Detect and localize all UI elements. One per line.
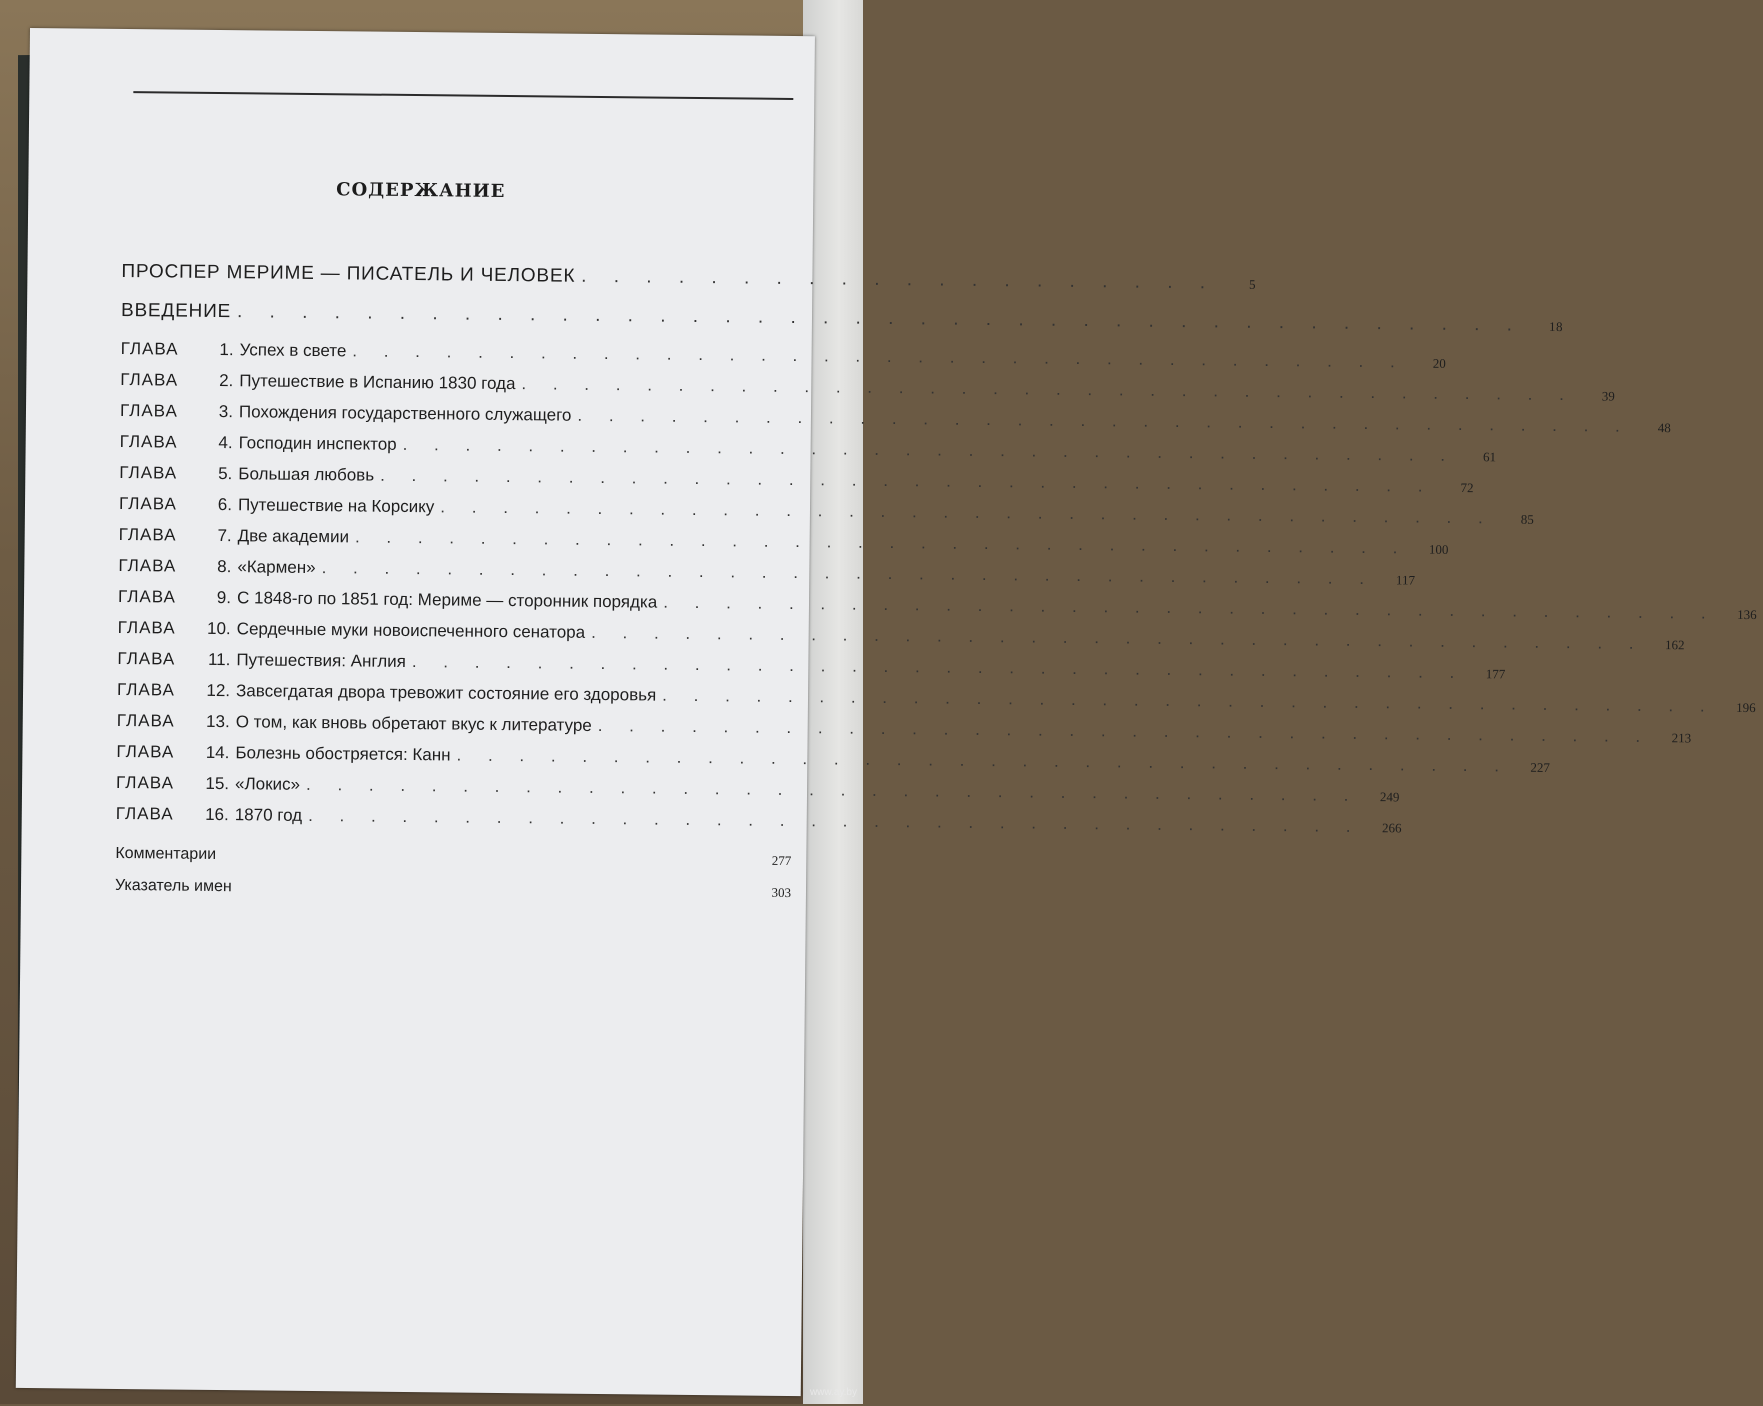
toc-leader-dots: . . . . . . . . . . . . . . . . . . . . . . . . . . . . . . . . . . — [411, 652, 1466, 683]
toc-page-number: 249 — [1379, 789, 1400, 805]
toc-page-number: 303 — [771, 884, 792, 901]
chapter-title: Болезнь обостряется: Канн — [235, 743, 451, 765]
chapter-prefix: ГЛАВА — [118, 493, 177, 514]
toc-page-number: 227 — [1530, 759, 1551, 775]
toc-page-number: 177 — [1485, 666, 1506, 682]
toc-leader-dots: . . . . . . . . . . . . . . . . . . . . . . . . . . . . . . . . . . — [440, 497, 1494, 528]
toc-page-number: 5 — [1248, 276, 1257, 292]
chapter-title: Успех в свете — [239, 340, 347, 361]
chapter-number: 13. — [206, 711, 230, 732]
toc-page-number: 100 — [1428, 541, 1449, 557]
chapter-prefix: ГЛАВА — [119, 400, 178, 421]
chapter-number: 8. — [217, 556, 232, 577]
toc-page-number: 213 — [1671, 730, 1692, 746]
chapter-title: Похождения государственного служащего — [238, 402, 572, 425]
chapter-number: 1. — [219, 340, 234, 360]
toc-entry-label: ВВЕДЕНИЕ — [120, 299, 232, 323]
toc-entry-label — [117, 680, 656, 706]
table-of-contents — [114, 260, 1757, 916]
chapter-prefix: ГЛАВА — [115, 803, 174, 824]
chapter-prefix: ГЛАВА — [119, 431, 178, 452]
chapter-title: Завсегдатая двора тревожит состояние его здоровья — [235, 681, 657, 705]
chapter-number: 4. — [218, 432, 233, 453]
chapter-title: Путешествия: Англия — [236, 650, 407, 671]
chapter-prefix: ГЛАВА — [116, 772, 175, 793]
toc-leader-dots: . . . . . . . . . . . . . . . . . . . . . . . . . . . . . . . . . . — [456, 745, 1511, 776]
toc-leader-dots: . . . . . . . . . . . . . . . . . . . . . . . . . . . . . . . . . . — [402, 434, 1457, 465]
toc-leader-dots: . . . . . . . . . . . . . . . . . . . . . . . . . . . . . . . . . . — [577, 405, 1631, 436]
chapter-prefix: ГЛАВА — [117, 586, 177, 607]
toc-entry-label — [119, 525, 350, 547]
chapter-prefix: ГЛАВА — [119, 462, 178, 483]
chapter-title: Две академии — [237, 526, 350, 547]
chapter-title: «Локис» — [234, 774, 301, 794]
toc-entry-label: Комментарии — [115, 844, 217, 863]
chapter-title: О том, как вновь обретают вкус к литературе — [235, 712, 592, 735]
toc-page-number: 162 — [1664, 637, 1685, 653]
toc-entry-label — [116, 773, 300, 795]
chapter-title: 1870 год — [234, 805, 303, 825]
chapter-title: С 1848-го по 1851 год: Мериме — сторонник порядка — [236, 588, 658, 612]
toc-entry-label — [121, 339, 347, 361]
chapter-list — [115, 338, 1757, 842]
chapter-number: 11. — [207, 649, 231, 670]
toc-leader-dots: . . . . . . . . . . . . . . . . . . . . . . . . . . . . . . . . . . — [321, 558, 1376, 589]
toc-leader-dots: . . . . . . . . . . . . . . . . . . . . . . . . . . . . . . . . . . — [352, 341, 1406, 372]
chapter-number: 14. — [205, 742, 230, 763]
toc-leader-dots: . . . . . . . . . . . . . . . . . . . . . . . . . . . . . . . . . . — [663, 592, 1717, 623]
chapter-number: 10. — [206, 618, 231, 639]
chapter-prefix: ГЛАВА — [118, 555, 177, 576]
toc-page-number: 196 — [1736, 699, 1756, 716]
toc-entry-label — [120, 432, 397, 455]
chapter-title: Сердечные муки новоиспеченного сенатора — [236, 619, 586, 642]
toc-page-number: 85 — [1520, 511, 1534, 527]
toc-page-number: 20 — [1432, 355, 1446, 371]
chapter-number: 5. — [218, 463, 233, 484]
chapter-number: 7. — [217, 525, 232, 546]
chapter-prefix: ГЛАВА — [120, 369, 179, 390]
toc-leader-dots: . . . . . . . . . . . . . . . . . . . . . . . . . . . . . . . . . . — [305, 774, 1360, 805]
toc-page-number: 48 — [1657, 420, 1671, 436]
toc-entry-label — [119, 494, 435, 517]
toc-page-number: 72 — [1460, 480, 1474, 496]
toc-entry-index — [115, 877, 791, 916]
chapter-number: 16. — [205, 804, 229, 825]
chapter-prefix: ГЛАВА — [120, 338, 179, 359]
toc-entry-label — [117, 649, 406, 672]
toc-entry-label — [118, 618, 586, 643]
chapter-title: Большая любовь — [238, 464, 375, 485]
toc-entry-label — [120, 370, 515, 394]
toc-entry-label — [118, 556, 315, 578]
chapter-number: 15. — [205, 773, 230, 794]
watermark: www.ay.by — [809, 1387, 857, 1398]
toc-page-number: 61 — [1482, 449, 1497, 465]
toc-page-number: 117 — [1395, 572, 1416, 588]
top-rule — [133, 91, 793, 100]
toc-entry-label — [118, 587, 657, 613]
toc-leader-dots: . . . . . . . . . . . . . . . . . . . . . . . . . . . . . . . . . . — [662, 685, 1716, 716]
toc-leader-dots: . . . . . . . . . . . . . . . . . . . . . . . . . . . . . . . . . . — [354, 527, 1409, 558]
page-title: СОДЕРЖАНИЕ — [336, 179, 506, 202]
toc-leader-dots: . . . . . . . . . . . . . . . . . . . . . . . . . . . . . . . . . . — [380, 465, 1434, 496]
toc-entry-label — [116, 742, 450, 765]
toc-leader-dots: . . . . . . . . . . . . . . . . . . . . . . . . . . . . . . . . . . — [591, 622, 1645, 653]
chapter-number: 12. — [206, 680, 231, 701]
toc-page-number: 39 — [1601, 388, 1615, 404]
toc-page-number: 18 — [1548, 318, 1564, 335]
chapter-prefix: ГЛАВА — [117, 648, 176, 669]
toc-page-number: 277 — [771, 852, 792, 869]
toc-leader-dots: . . . . . . . . . . . . . . . . . . . . . . . . . . . . . . . . . . — [308, 805, 1362, 836]
chapter-number: 9. — [216, 587, 232, 608]
chapter-title: Путешествие на Корсику — [237, 495, 435, 517]
toc-leader-dots: . . . . . . . . . . . . . . . . . . . . . . . . . . . . . . . . . . — [597, 715, 1652, 747]
toc-entry-label — [119, 463, 374, 486]
toc-entry-label — [116, 804, 303, 826]
toc-leader-dots: . . . . . . . . . . . . . . . . . . . . — [581, 265, 1217, 294]
chapter-prefix: ГЛАВА — [118, 524, 177, 545]
chapter-number: 3. — [218, 401, 234, 422]
chapter-number: 6. — [217, 494, 233, 515]
toc-leader-dots: . . . . . . . . . . . . . . . . . . . . . . . . . . . . . . . . . . — [521, 374, 1575, 405]
toc-entry-label: Указатель имен — [114, 876, 232, 896]
toc-entry-label: ПРОСПЕР МЕРИМЕ — ПИСАТЕЛЬ И ЧЕЛОВЕК — [121, 260, 576, 287]
chapter-number: 2. — [219, 371, 234, 391]
chapter-prefix: ГЛАВА — [117, 617, 176, 638]
chapter-title: «Кармен» — [237, 557, 316, 578]
chapter-prefix: ГЛАВА — [116, 679, 176, 700]
chapter-title: Путешествие в Испанию 1830 года — [239, 371, 516, 394]
toc-entry-label — [120, 401, 572, 426]
chapter-prefix: ГЛАВА — [116, 710, 175, 731]
toc-page-number: 136 — [1737, 606, 1757, 623]
toc-page-number: 266 — [1381, 820, 1402, 836]
toc-leader-dots: . . . . . . . . . . . . . . . . . . . . . . . . . . . . . . . . . . . . . . . . — [236, 301, 1524, 336]
chapter-title: Господин инспектор — [238, 433, 397, 454]
toc-entry-label — [117, 711, 592, 736]
chapter-prefix: ГЛАВА — [116, 741, 175, 762]
